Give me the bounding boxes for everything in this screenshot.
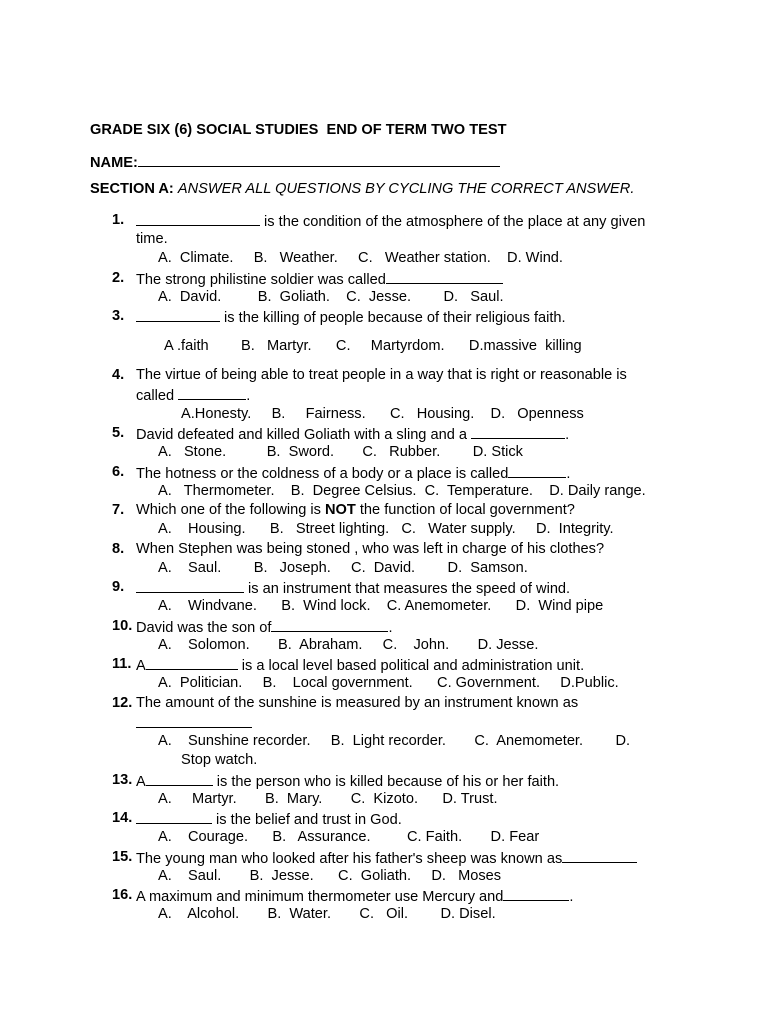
question-text-line2: time. — [136, 231, 168, 247]
question-number: 12. — [112, 695, 133, 711]
name-blank-line[interactable] — [138, 152, 500, 167]
question-number: 6. — [112, 464, 125, 480]
question-options: A. Stone. B. Sword. C. Rubber. D. Stick — [158, 444, 523, 460]
answer-blank[interactable] — [146, 772, 213, 786]
question-options: A. Thermometer. B. Degree Celsius. C. Temperature. D. Daily range. — [158, 483, 646, 499]
question-number: 10. — [112, 618, 133, 634]
question-text: David defeated and killed Goliath with a sling and a . — [136, 427, 570, 443]
question-number: 2. — [112, 270, 125, 286]
question-text: When Stephen was being stoned , who was left in charge of his clothes? — [136, 541, 605, 557]
question-number: 15. — [112, 849, 133, 865]
question-options: A. Alcohol. B. Water. C. Oil. D. Disel. — [158, 906, 496, 922]
question-text: is the condition of the atmosphere of the place at any given — [136, 212, 645, 230]
question-number: 1. — [112, 212, 125, 228]
question-options: A. Sunshine recorder. B. Light recorder. C. Anemometer. D. — [158, 733, 631, 749]
answer-blank[interactable] — [386, 270, 503, 284]
question-text: A is the person who is killed because of his or her faith. — [136, 774, 560, 790]
question-text: is an instrument that measures the speed of wind. — [136, 579, 570, 597]
question-text: The hotness or the coldness of a body or a place is called . — [136, 466, 571, 482]
question-number: 3. — [112, 308, 125, 324]
name-label: NAME: — [90, 155, 138, 171]
question-number: 9. — [112, 579, 125, 595]
question-number: 14. — [112, 810, 133, 826]
question-options: A. Martyr. B. Mary. C. Kizoto. D. Trust. — [158, 791, 498, 807]
section-instruction: ANSWER ALL QUESTIONS BY CYCLING THE CORRECT ANSWER. — [177, 181, 635, 197]
answer-blank[interactable] — [136, 212, 260, 226]
question-options: A. David. B. Goliath. C. Jesse. D. Saul. — [158, 289, 504, 305]
answer-blank[interactable] — [146, 656, 238, 670]
question-options: A.Honesty. B. Fairness. C. Housing. D. Openness — [181, 406, 584, 422]
answer-blank[interactable] — [471, 425, 565, 439]
question-text: The virtue of being able to treat people in a way that is right or reasonable is — [136, 367, 627, 383]
question-number: 16. — [112, 887, 133, 903]
question-text: The young man who looked after his father's sheep was known as — [136, 849, 637, 867]
question-text: is the belief and trust in God. — [136, 810, 402, 828]
question-options: A. Solomon. B. Abraham. C. John. D. Jesse. — [158, 637, 539, 653]
question-text-line2 — [136, 714, 252, 732]
answer-blank[interactable] — [136, 714, 252, 728]
question-number: 7. — [112, 502, 125, 518]
answer-blank[interactable] — [508, 464, 566, 478]
question-text: David was the son of . — [136, 620, 393, 636]
question-text-line2: called . — [136, 388, 251, 404]
question-options: A. Windvane. B. Wind lock. C. Anemometer. D. Wind pipe — [158, 598, 604, 614]
question-options: A. Housing. B. Street lighting. C. Water supply. D. Integrity. — [158, 521, 614, 537]
question-text: The strong philistine soldier was called — [136, 270, 503, 288]
question-text: The amount of the sunshine is measured by an instrument known as — [136, 695, 579, 711]
question-text: A maximum and minimum thermometer use Mercury and . — [136, 889, 574, 905]
question-options: A. Climate. B. Weather. C. Weather station. D. Wind. — [158, 250, 563, 266]
question-number: 8. — [112, 541, 125, 557]
answer-blank[interactable] — [178, 386, 246, 400]
section-label: SECTION A: — [90, 181, 174, 197]
answer-blank[interactable] — [271, 618, 388, 632]
answer-blank[interactable] — [136, 579, 244, 593]
question-number: 13. — [112, 772, 133, 788]
answer-blank[interactable] — [136, 308, 220, 322]
section-heading — [90, 181, 634, 197]
question-options: A. Saul. B. Jesse. C. Goliath. D. Moses — [158, 868, 502, 884]
question-text: A is a local level based political and administration unit. — [136, 658, 585, 674]
question-options: A. Politician. B. Local government. C. Government. D.Public. — [158, 675, 619, 691]
question-options: A. Saul. B. Joseph. C. David. D. Samson. — [158, 560, 528, 576]
question-number: 4. — [112, 367, 125, 383]
question-options-line2: Stop watch. — [181, 752, 258, 768]
page-title: GRADE SIX (6) SOCIAL STUDIES END OF TERM TWO TEST — [90, 122, 507, 138]
question-options: A. Courage. B. Assurance. C. Faith. D. Fear — [158, 829, 540, 845]
question-options: A .faith B. Martyr. C. Martyrdom. D.massive killing — [164, 338, 582, 354]
name-field — [90, 152, 500, 171]
question-number: 11. — [112, 656, 132, 672]
answer-blank[interactable] — [562, 849, 637, 863]
answer-blank[interactable] — [136, 810, 212, 824]
question-number: 5. — [112, 425, 125, 441]
question-text: is the killing of people because of their religious faith. — [136, 308, 566, 326]
answer-blank[interactable] — [503, 887, 569, 901]
question-text: Which one of the following is NOT the function of local government? — [136, 502, 575, 518]
